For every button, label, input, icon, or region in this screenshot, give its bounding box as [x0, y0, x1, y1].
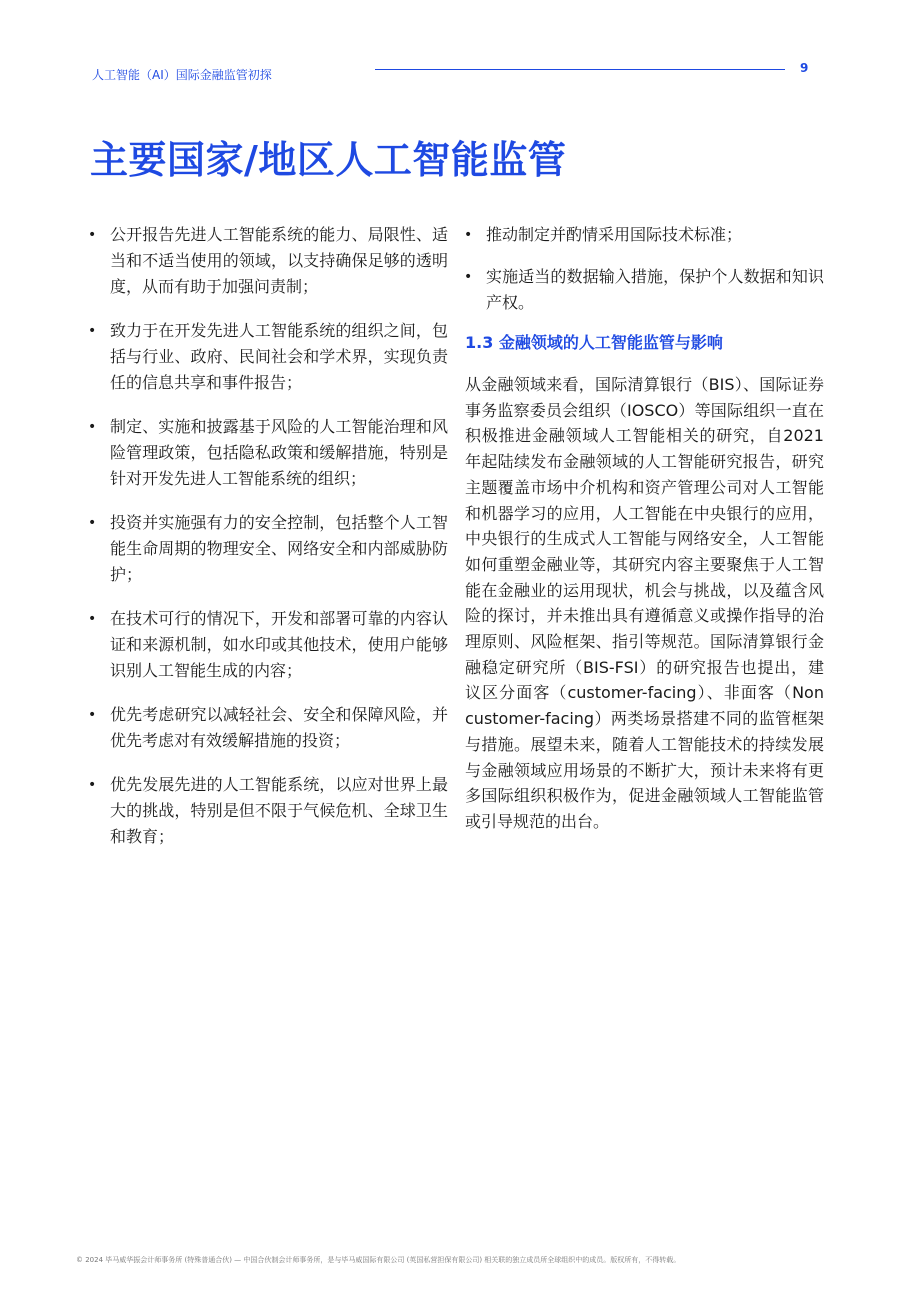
list-item	[86, 702, 448, 754]
copyright-footer: © 2024 毕马威华振会计师事务所 (特殊普通合伙) — 中国合伙制会计师事务所，是与毕马威国际有限公司 (英国私营担保有限公司) 相关联的独立成员所全球组织中的成员。版权所有，不得转载。	[76, 1256, 681, 1264]
left-column	[86, 222, 448, 868]
left-bullet-list	[86, 222, 448, 850]
list-item	[86, 510, 448, 588]
header-divider	[375, 69, 785, 70]
bullet-icon: •	[88, 515, 97, 531]
bullet-icon: •	[88, 707, 97, 723]
page-number: 9	[800, 61, 809, 75]
list-item	[86, 414, 448, 492]
body-paragraph: 从金融领域来看，国际清算银行（BIS）、国际证券事务监察委员会组织（IOSCO）等国际组织一直在积极推进金融领域人工智能相关的研究，自2021年起陆续发布金融领域的人工智能研究报告，研究主题覆盖市场中介机构和资产管理公司对人工智能和机器学习的应用，人工智能在中央银行的应用，中央银行的生成式人工智能与网络安全，人工智能如何重塑金融业等，其研究内容主要聚焦于人工智能在金融业的运用现状，机会与挑战，以及蕴含风险的探讨，并未推出具有遵循意义或操作指导的治理原则、风险框架、指引等规范。国际清算银行金融稳定研究所（BIS-FSI）的研究报告也提出，建议区分面客（customer-facing）、非面客（Non customer-facing）两类场景搭建不同的监管框架与措施。展望未来，随着人工智能技术的持续发展与金融领域应用场景的不断扩大，预计未来将有更多国际组织积极作为，促进金融领域人工智能监管或引导规范的出台。	[465, 375, 824, 831]
list-item-text: 致力于在开发先进人工智能系统的组织之间，包括与行业、政府、民间社会和学术界，实现负责任的信息共享和事件报告；	[110, 321, 448, 392]
list-item	[86, 606, 448, 684]
right-column	[462, 222, 824, 835]
bullet-icon: •	[88, 611, 97, 627]
list-item-text: 优先考虑研究以减轻社会、安全和保障风险，并优先考虑对有效缓解措施的投资；	[110, 705, 448, 750]
list-item	[462, 264, 824, 316]
bullet-icon: •	[88, 419, 97, 435]
bullet-icon: •	[88, 323, 97, 339]
header-title: 人工智能（AI）国际金融监管初探	[92, 68, 272, 82]
right-bullet-list	[462, 222, 824, 316]
bullet-icon: •	[88, 227, 97, 243]
list-item	[86, 318, 448, 396]
bullet-icon: •	[464, 227, 473, 243]
list-item-text: 公开报告先进人工智能系统的能力、局限性、适当和不适当使用的领域，以支持确保足够的透明度，从而有助于加强问责制；	[110, 225, 448, 296]
list-item-text: 推动制定并酌情采用国际技术标准；	[486, 225, 743, 244]
list-item	[86, 772, 448, 850]
section-heading: 1.3 金融领域的人工智能监管与影响	[465, 333, 723, 352]
list-item-text: 实施适当的数据输入措施，保护个人数据和知识产权。	[486, 267, 824, 312]
list-item-text: 制定、实施和披露基于风险的人工智能治理和风险管理政策，包括隐私政策和缓解措施，特别是针对开发先进人工智能系统的组织；	[110, 417, 448, 488]
page-title: 主要国家/地区人工智能监管	[90, 138, 567, 182]
list-item	[462, 222, 824, 248]
list-item	[86, 222, 448, 300]
bullet-icon: •	[88, 777, 97, 793]
list-item-text: 投资并实施强有力的安全控制，包括整个人工智能生命周期的物理安全、网络安全和内部威胁防护；	[110, 513, 448, 584]
bullet-icon: •	[464, 269, 473, 285]
list-item-text: 在技术可行的情况下，开发和部署可靠的内容认证和来源机制，如水印或其他技术，使用户能够识别人工智能生成的内容；	[110, 609, 448, 680]
list-item-text: 优先发展先进的人工智能系统，以应对世界上最大的挑战，特别是但不限于气候危机、全球卫生和教育；	[110, 775, 448, 846]
